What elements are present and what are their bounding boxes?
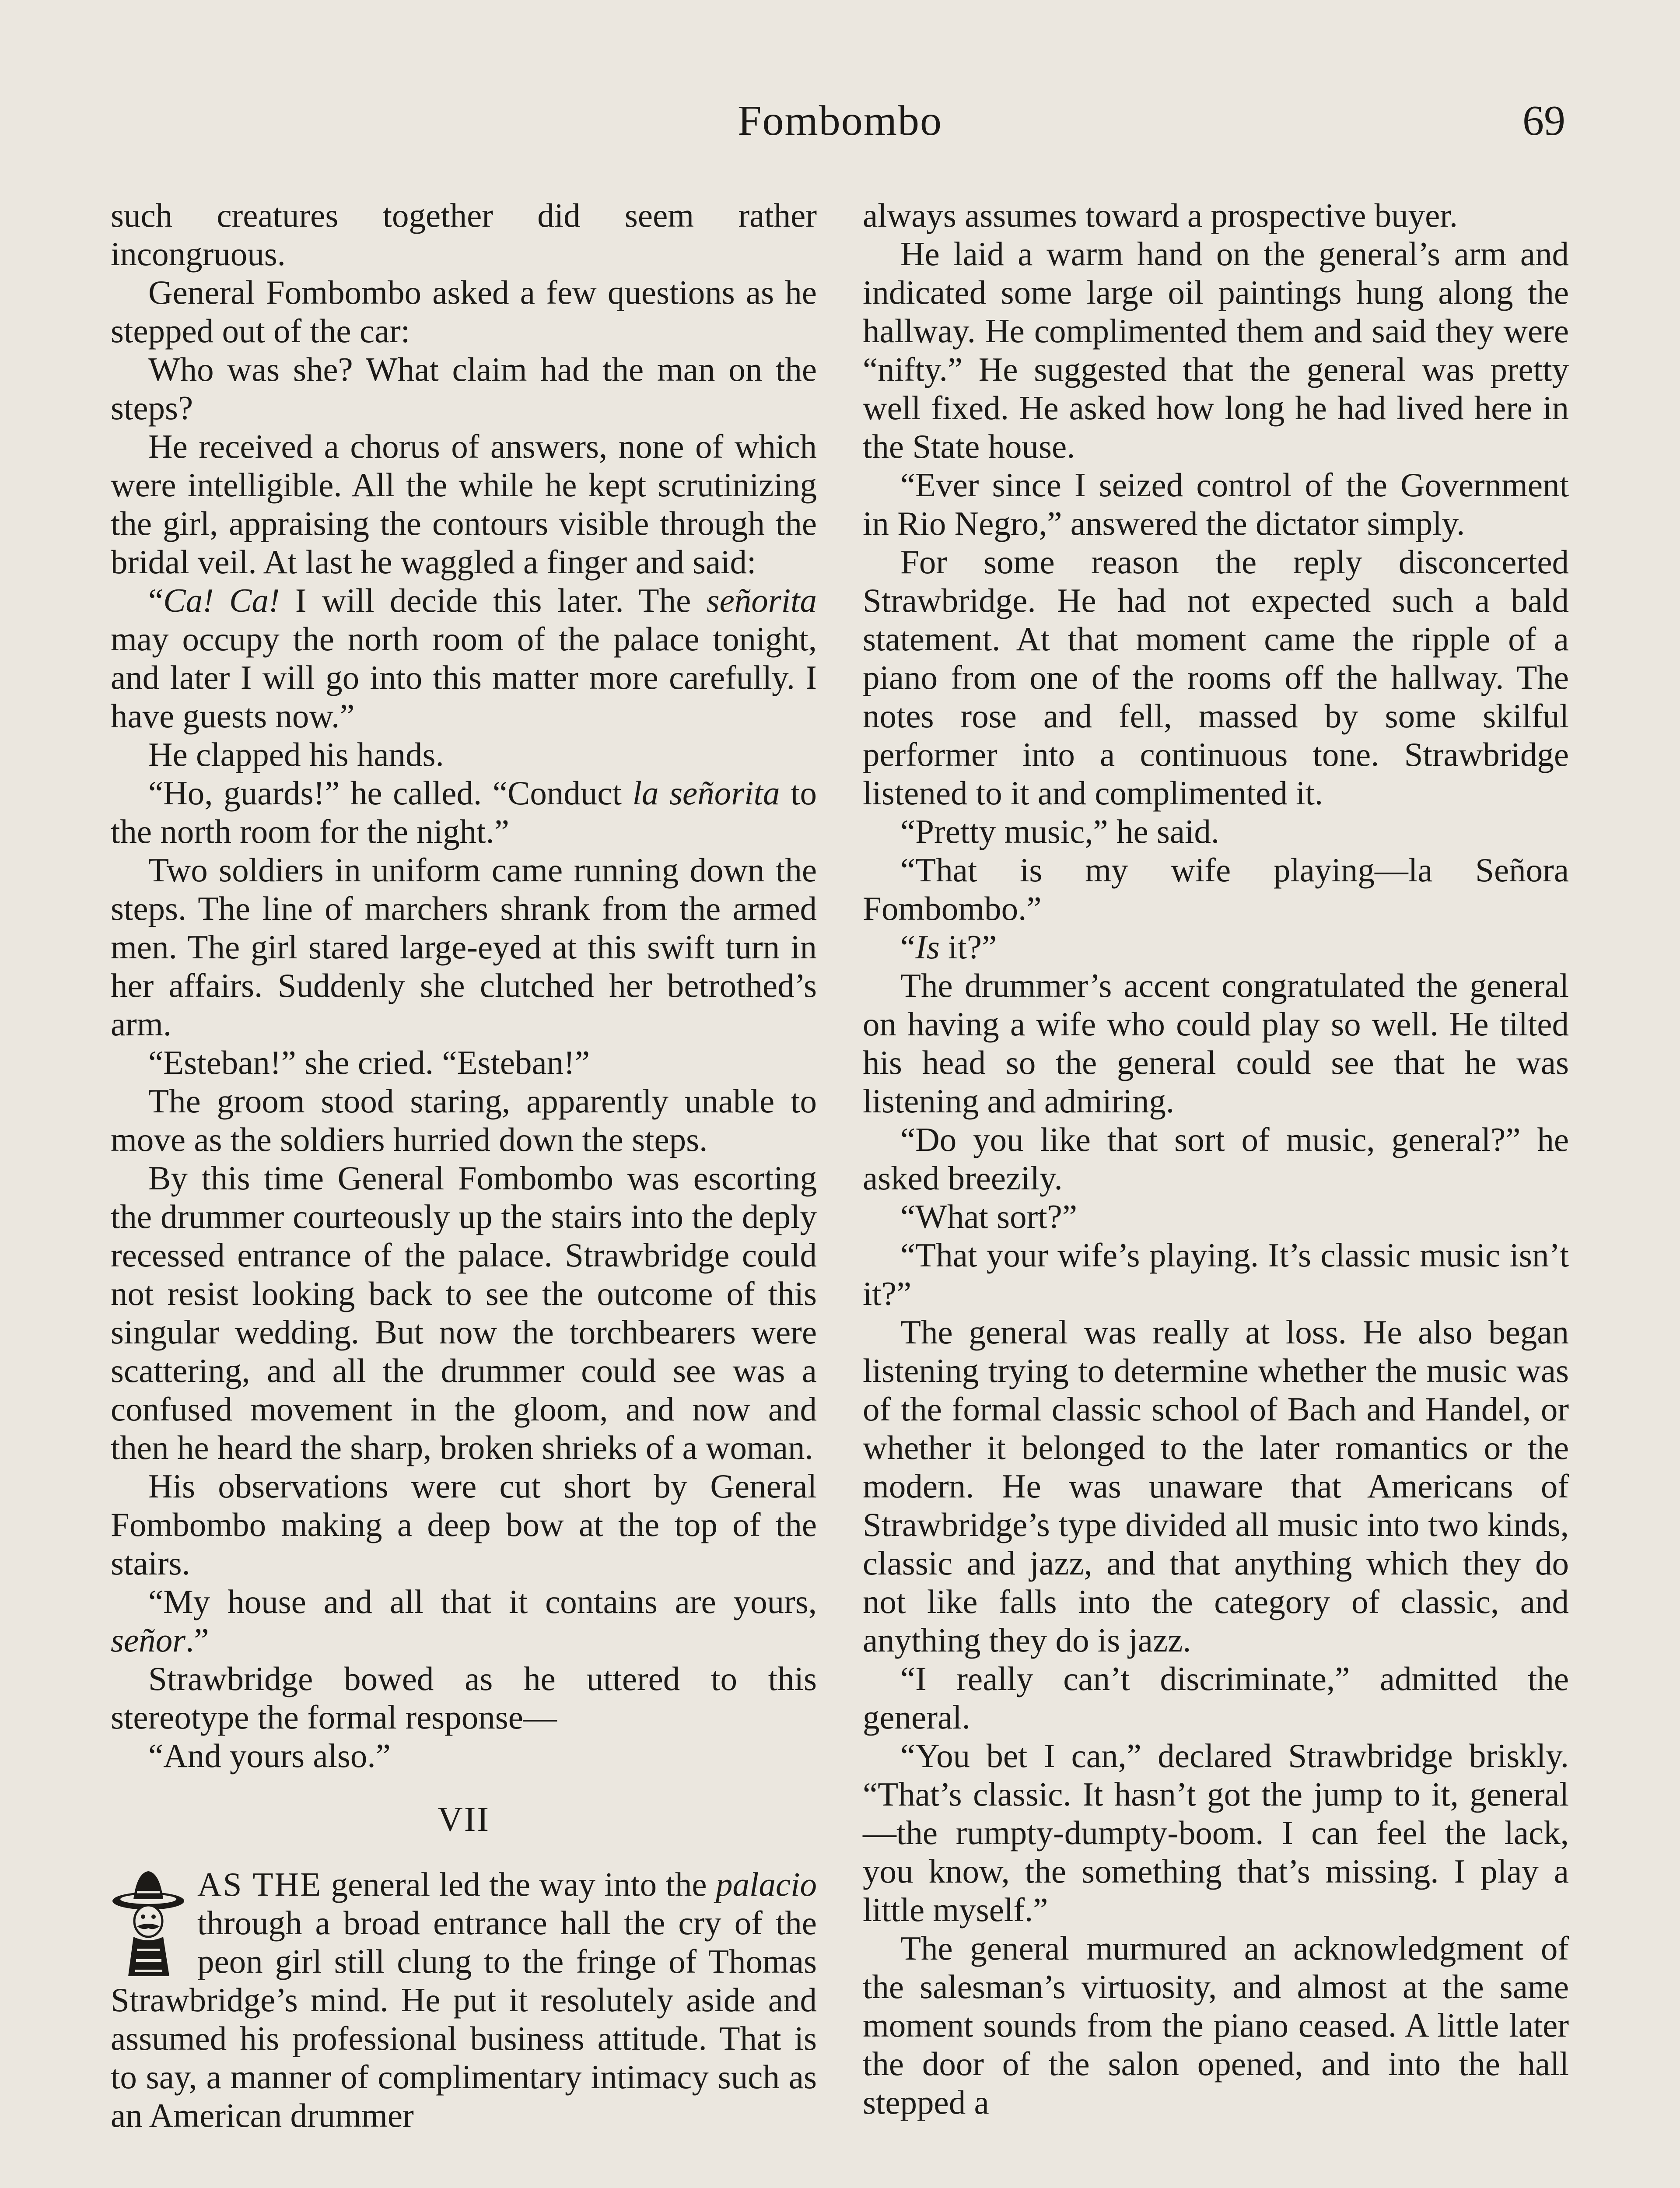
paragraph: “Ca! Ca! I will decide this later. The señorita may occupy the north room of the palace tonight, and later I will go into this matter more carefully. I have guests now.” [111,582,817,735]
paragraph: “What sort?” [900,1198,1078,1235]
left-column [111,196,817,2135]
paragraph: For some reason the reply disconcerted Strawbridge. He had not expected such a bald statement. At that moment came the ripple of a piano from one of the rooms off the hallway. The notes rose and fell, massed by some skilful performer into a continuous tone. Strawbridge listened to it and complimented it. [863,543,1569,812]
paragraph: “My house and all that it contains are yours, señor.” [111,1583,817,1659]
running-header-title: Fombombo [738,97,942,144]
paragraph: General Fombombo asked a few questions as he stepped out of the car: [111,274,817,350]
paragraph: such creatures together did seem rather incongruous. [111,196,817,273]
paragraph: Who was she? What claim had the man on the steps? [111,351,817,427]
paragraph: His observations were cut short by General Fombombo making a deep bow at the top of the stairs. [111,1467,817,1582]
paragraph: The drummer’s accent congratulated the general on having a wife who could play so well. He tilted his head so the general could see that he was listening and admiring. [863,967,1569,1120]
paragraph: “And yours also.” [148,1737,391,1774]
right-column [863,196,1569,2121]
paragraph: “Ever since I seized control of the Government in Rio Negro,” answered the dictator simply. [863,466,1569,542]
paragraph: “Esteban!” she cried. “Esteban!” [148,1044,590,1081]
paragraph: “You bet I can,” declared Strawbridge briskly. “That’s classic. It hasn’t got the jump to it, general—the rumpty-dumpty-boom. I can feel the lack, you know, the something that’s missing. I play a little myself.” [863,1737,1569,1929]
paragraph: By this time General Fombombo was escorting the drummer courteously up the stairs into the deply recessed entrance of the palace. Strawbridge could not resist looking back to see the outcome of this singular wedding. But now the torchbearers were scattering, and all the drummer could see was a confused movement in the gloom, and now and then he heard the sharp, broken shrieks of a woman. [111,1159,817,1466]
page-number: 69 [1522,97,1565,144]
sombrero-man-icon [111,1867,186,1976]
paragraph: “Do you like that sort of music, general?” he asked breezily. [863,1121,1569,1197]
paragraph: Strawbridge bowed as he uttered to this stereotype the formal response— [111,1660,817,1736]
paragraph: He clapped his hands. [148,736,444,773]
paragraph: AS THE general led the way into the palacio through a broad entrance hall the cry of the peon girl still clung to the fringe of Thomas Strawbridge’s mind. He put it resolutely aside and assumed his professional business attitude. That is to say, a manner of complimentary intimacy such as an American drummer [111,1865,817,2134]
paragraph: The general was really at loss. He also began listening trying to determine whether the music was of the formal classic school of Bach and Handel, or whether it belonged to the later romantics or the modern. He was unaware that Americans of Strawbridge’s type divided all music into two kinds, classic and jazz, and that anything which they do not like falls into the category of classic, and anything they do is jazz. [863,1313,1569,1659]
paragraph: He received a chorus of answers, none of which were intelligible. All the while he kept scrutinizing the girl, appraising the contours visible through the bridal veil. At last he waggled a finger and said: [111,428,817,581]
paragraph: Two soldiers in uniform came running down the steps. The line of marchers shrank from the armed men. The girl stared large-eyed at this swift turn in her affairs. Suddenly she clutched her betrothed’s arm. [111,851,817,1043]
paragraph: “That your wife’s playing. It’s classic music isn’t it?” [863,1236,1569,1312]
paragraph: The general murmured an acknowledgment of the salesman’s virtuosity, and almost at the same moment sounds from the piano ceased. A little later the door of the salon opened, and into the hall stepped a [863,1929,1569,2121]
paragraph: He laid a warm hand on the general’s arm and indicated some large oil paintings hung along the hallway. He complimented them and said they were “nifty.” He suggested that the general was pretty well fixed. He asked how long he had lived here in the State house. [863,235,1569,465]
paragraph: “I really can’t discriminate,” admitted the general. [863,1660,1569,1736]
paragraph: “Ho, guards!” he called. “Conduct la señorita to the north room for the night.” [111,774,817,850]
paragraph: always assumes toward a prospective buyer. [863,196,1458,234]
paragraph: The groom stood staring, apparently unable to move as the soldiers hurried down the steps. [111,1082,817,1158]
dropcap-paragraph [111,1865,817,2135]
paragraph: “That is my wife playing—la Señora Fombombo.” [863,851,1569,927]
paragraph: “Is it?” [900,928,997,966]
section-heading: VII [437,1800,490,1839]
paragraph: “Pretty music,” he said. [900,813,1220,850]
